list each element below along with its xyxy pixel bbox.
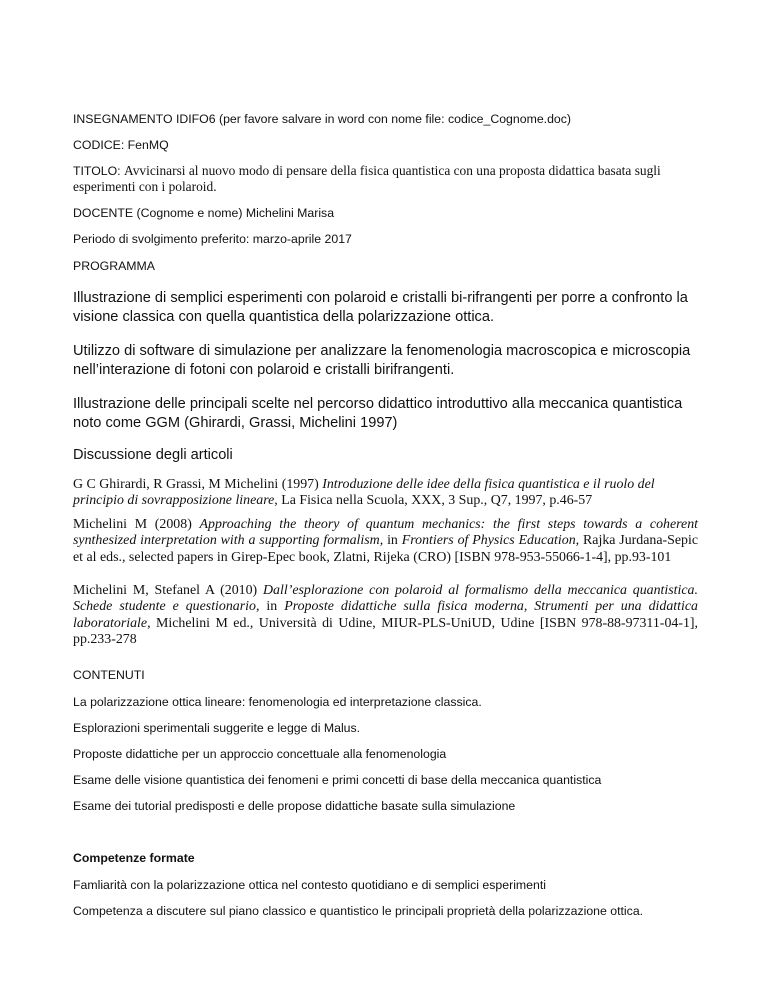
contenuti-item: Esplorazioni sperimentali suggerite e legge di Malus. [73,721,361,735]
reference-title: Approaching the theory of quantum mechanics: the first steps towards a coherent synthesized interpretation with a supporting formalism [73,517,698,549]
reference-title: Introduzione delle idee della fisica quantistica e il ruolo del principio di sovrapposizione lineare [73,477,655,509]
programma-item: Discussione degli articoli [73,447,233,463]
periodo-line: Periodo di svolgimento preferito: marzo-aprile 2017 [73,232,352,246]
programma-heading: PROGRAMMA [73,259,155,273]
reference-authors: Michelini M, Stefanel A (2010) [73,583,264,598]
programma-item: Illustrazione di semplici esperimenti con polaroid e cristalli bi-rifrangenti per porre a confronto la visione classica con quella quantistica della polarizzazione ottica. [73,290,688,325]
reference-authors: G C Ghirardi, R Grassi, M Michelini (1997) [73,477,323,492]
reference-authors: Michelini M (2008) [73,517,200,532]
reference-rest: Rajka Jurdana-Sepic et al eds., selected papers in Girep-Epec book, Zlatni, Rijeka (CRO) [ISBN 978-953-55066-1-4], pp.93-101 [73,533,698,565]
reference-book: Frontiers of Physics Education, [401,533,580,549]
reference-1 [73,477,698,510]
contenuti-item: La polarizzazione ottica lineare: fenomenologia ed interpretazione classica. [73,695,482,709]
contenuti-item: Esame dei tutorial predisposti e delle propose didattiche basate sulla simulazione [73,799,516,813]
competenze-item: Famliarità con la polarizzazione ottica nel contesto quotidiano e di semplici esperimenti [73,878,546,892]
contenuti-item: Esame delle visione quantistica dei fenomeni e primi concetti di base della meccanica quantistica [73,773,602,787]
reference-title: Dall’esplorazione con polaroid al formalismo della meccanica quantistica. Schede studente e questionario [73,583,698,615]
docente-line: DOCENTE (Cognome e nome) Michelini Marisa [73,206,335,220]
programma-item: Illustrazione delle principali scelte nel percorso didattico introduttivo alla meccanica quantistica noto come GGM (Ghirardi, Grassi, Michelini 1997) [73,396,683,431]
reference-mid: , in [379,533,402,549]
reference-2 [73,517,698,566]
reference-mid: , in [255,599,285,615]
reference-3 [73,583,698,649]
codice-line: CODICE: FenMQ [73,138,169,152]
titolo-block [73,163,683,195]
competenze-item: Competenza a discutere sul piano classico e quantistico le principali proprietà della polarizzazione ottica. [73,904,644,918]
contenuti-heading: CONTENUTI [73,668,145,682]
reference-rest: , La Fisica nella Scuola, XXX, 3 Sup., Q7, 1997, p.46-57 [274,493,593,509]
titolo-label: TITOLO: [73,164,125,178]
contenuti-item: Proposte didattiche per un approccio concettuale alla fenomenologia [73,747,447,761]
titolo-text: Avvicinarsi al nuovo modo di pensare della fisica quantistica con una proposta didattica basata sugli esperimenti con i polaroid. [73,163,661,194]
insegnamento-line: INSEGNAMENTO IDIFO6 (per favore salvare in word con nome file: codice_Cognome.doc) [73,112,571,126]
reference-rest: Michelini M ed., Università di Udine, MIUR-PLS-UniUD, Udine [ISBN 978-88-97311-04-1], pp.233-278 [73,615,698,648]
programma-item: Utilizzo di software di simulazione per analizzare la fenomenologia macroscopica e microscopia nell’interazione di fotoni con polaroid e cristalli birifrangenti. [73,343,691,378]
reference-book: Proposte didattiche sulla fisica moderna, Strumenti per una didattica laboratoriale, [73,599,698,631]
competenze-heading: Competenze formate [73,851,195,865]
